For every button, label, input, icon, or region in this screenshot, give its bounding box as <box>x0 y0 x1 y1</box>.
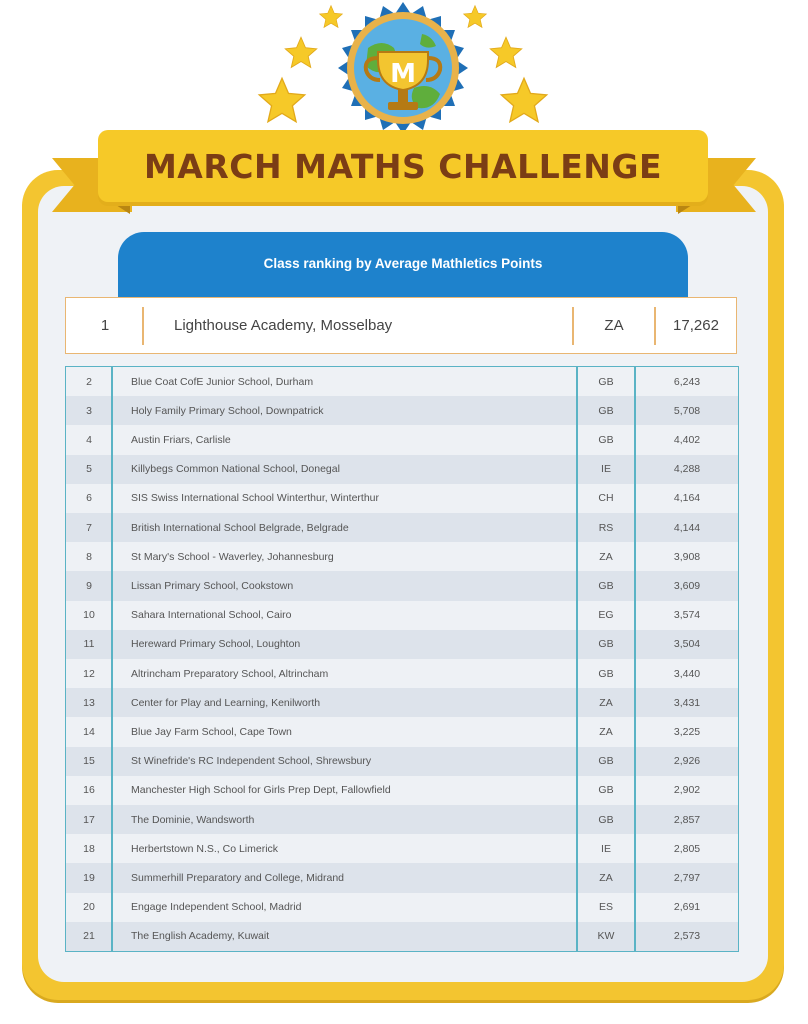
table-row <box>66 571 738 600</box>
country-cell: EG <box>598 609 614 622</box>
rank-cell: 19 <box>83 871 95 884</box>
ranking-table <box>65 366 739 952</box>
rank-cell: 13 <box>83 696 95 709</box>
points-cell: 3,440 <box>673 667 701 680</box>
school-cell: The English Academy, Kuwait <box>131 930 270 943</box>
country-cell: GB <box>598 784 614 797</box>
school-cell: Blue Coat CofE Junior School, Durham <box>131 375 314 388</box>
column-divider <box>111 367 113 951</box>
school-cell: Lissan Primary School, Cookstown <box>131 579 294 592</box>
star-icon <box>488 35 524 71</box>
table-row <box>66 834 738 863</box>
country-cell: GB <box>598 755 614 768</box>
points-cell: 3,908 <box>673 550 701 563</box>
country-cell: GB <box>598 813 614 826</box>
rank-cell: 6 <box>86 492 92 505</box>
school-cell: Summerhill Preparatory and College, Midrand <box>131 871 345 884</box>
points-cell: 3,609 <box>673 579 701 592</box>
star-icon <box>256 75 308 127</box>
country-cell: KW <box>597 930 615 943</box>
table-row <box>66 805 738 834</box>
rank-cell: 2 <box>86 375 92 388</box>
rank-cell: 18 <box>83 842 95 855</box>
points-cell: 2,926 <box>673 755 701 768</box>
school-cell: Austin Friars, Carlisle <box>131 433 231 446</box>
divider <box>142 307 144 345</box>
table-row <box>66 425 738 454</box>
country-cell: ZA <box>599 871 613 884</box>
country-cell: RS <box>598 521 614 534</box>
star-icon <box>283 35 319 71</box>
school-cell: St Mary's School - Waverley, Johannesburg <box>131 550 334 563</box>
star-icon <box>498 75 550 127</box>
country-cell: GB <box>598 404 614 417</box>
table-row <box>66 396 738 425</box>
table-row <box>66 484 738 513</box>
rank-cell: 11 <box>83 638 95 651</box>
rank-cell: 5 <box>86 463 92 476</box>
points-cell: 3,431 <box>673 696 701 709</box>
table-row <box>66 717 738 746</box>
country-cell: GB <box>598 375 614 388</box>
star-icon <box>318 4 344 30</box>
rank-cell: 12 <box>83 667 95 680</box>
country-cell: GB <box>598 638 614 651</box>
school-cell: St Winefride's RC Independent School, Shrewsbury <box>131 755 372 768</box>
top-country: ZA <box>604 317 624 334</box>
table-row <box>66 601 738 630</box>
table-row <box>66 893 738 922</box>
table-row <box>66 513 738 542</box>
badge-letter: M <box>390 59 416 89</box>
rank-cell: 8 <box>86 550 92 563</box>
points-cell: 2,805 <box>673 842 701 855</box>
points-cell: 4,144 <box>673 521 701 534</box>
school-cell: Herbertstown N.S., Co Limerick <box>131 842 279 855</box>
points-cell: 4,288 <box>673 463 701 476</box>
rank-cell: 21 <box>83 930 95 943</box>
school-cell: Altrincham Preparatory School, Altrincham <box>131 667 329 680</box>
ranking-subtitle: Class ranking by Average Mathletics Points <box>263 256 543 271</box>
school-cell: Engage Independent School, Madrid <box>131 901 302 914</box>
table-row <box>66 922 738 951</box>
rank-cell: 9 <box>86 579 92 592</box>
points-cell: 2,797 <box>673 871 701 884</box>
school-cell: British International School Belgrade, Belgrade <box>131 521 349 534</box>
points-cell: 2,573 <box>673 930 701 943</box>
top-points: 17,262 <box>673 317 719 334</box>
school-cell: Manchester High School for Girls Prep Dept, Fallowfield <box>131 784 391 797</box>
rank-cell: 15 <box>83 755 95 768</box>
points-cell: 2,691 <box>673 901 701 914</box>
school-cell: Holy Family Primary School, Downpatrick <box>131 404 324 417</box>
country-cell: ZA <box>599 550 613 563</box>
country-cell: IE <box>601 842 611 855</box>
page-title: MARCH MATHS CHALLENGE <box>143 146 663 186</box>
points-cell: 2,902 <box>673 784 701 797</box>
title-ribbon <box>98 130 708 202</box>
top-ranked-row <box>65 297 737 354</box>
school-cell: Blue Jay Farm School, Cape Town <box>131 725 292 738</box>
points-cell: 6,243 <box>673 375 701 388</box>
top-school-name: Lighthouse Academy, Mosselbay <box>174 317 393 334</box>
rank-cell: 10 <box>83 609 95 622</box>
rank-cell: 17 <box>83 813 95 826</box>
points-cell: 5,708 <box>673 404 701 417</box>
points-cell: 3,225 <box>673 725 701 738</box>
points-cell: 3,574 <box>673 609 701 622</box>
table-row <box>66 776 738 805</box>
rank-cell: 4 <box>86 433 92 446</box>
points-cell: 2,857 <box>673 813 701 826</box>
table-row <box>66 863 738 892</box>
column-divider <box>576 367 578 951</box>
school-cell: Killybegs Common National School, Donegal <box>131 463 340 476</box>
school-cell: The Dominie, Wandsworth <box>131 813 255 826</box>
points-cell: 3,504 <box>673 638 701 651</box>
table-row <box>66 630 738 659</box>
table-row <box>66 747 738 776</box>
table-row <box>66 542 738 571</box>
rank-cell: 20 <box>83 901 95 914</box>
country-cell: ZA <box>599 696 613 709</box>
table-row <box>66 367 738 396</box>
country-cell: GB <box>598 667 614 680</box>
school-cell: Hereward Primary School, Loughton <box>131 638 301 651</box>
country-cell: CH <box>598 492 614 505</box>
top-rank: 1 <box>100 317 110 334</box>
table-row <box>66 688 738 717</box>
school-cell: Sahara International School, Cairo <box>131 609 292 622</box>
points-cell: 4,164 <box>673 492 701 505</box>
column-divider <box>634 367 636 951</box>
rank-cell: 16 <box>83 784 95 797</box>
rank-cell: 14 <box>83 725 95 738</box>
star-icon <box>462 4 488 30</box>
rank-cell: 7 <box>86 521 92 534</box>
table-row <box>66 455 738 484</box>
country-cell: ES <box>598 901 613 914</box>
rank-cell: 3 <box>86 404 92 417</box>
school-cell: Center for Play and Learning, Kenilworth <box>131 696 321 709</box>
points-cell: 4,402 <box>673 433 701 446</box>
country-cell: GB <box>598 579 614 592</box>
school-cell: SIS Swiss International School Winterthur, Winterthur <box>131 492 380 505</box>
table-row <box>66 659 738 688</box>
country-cell: ZA <box>599 725 613 738</box>
country-cell: IE <box>601 463 611 476</box>
country-cell: GB <box>598 433 614 446</box>
